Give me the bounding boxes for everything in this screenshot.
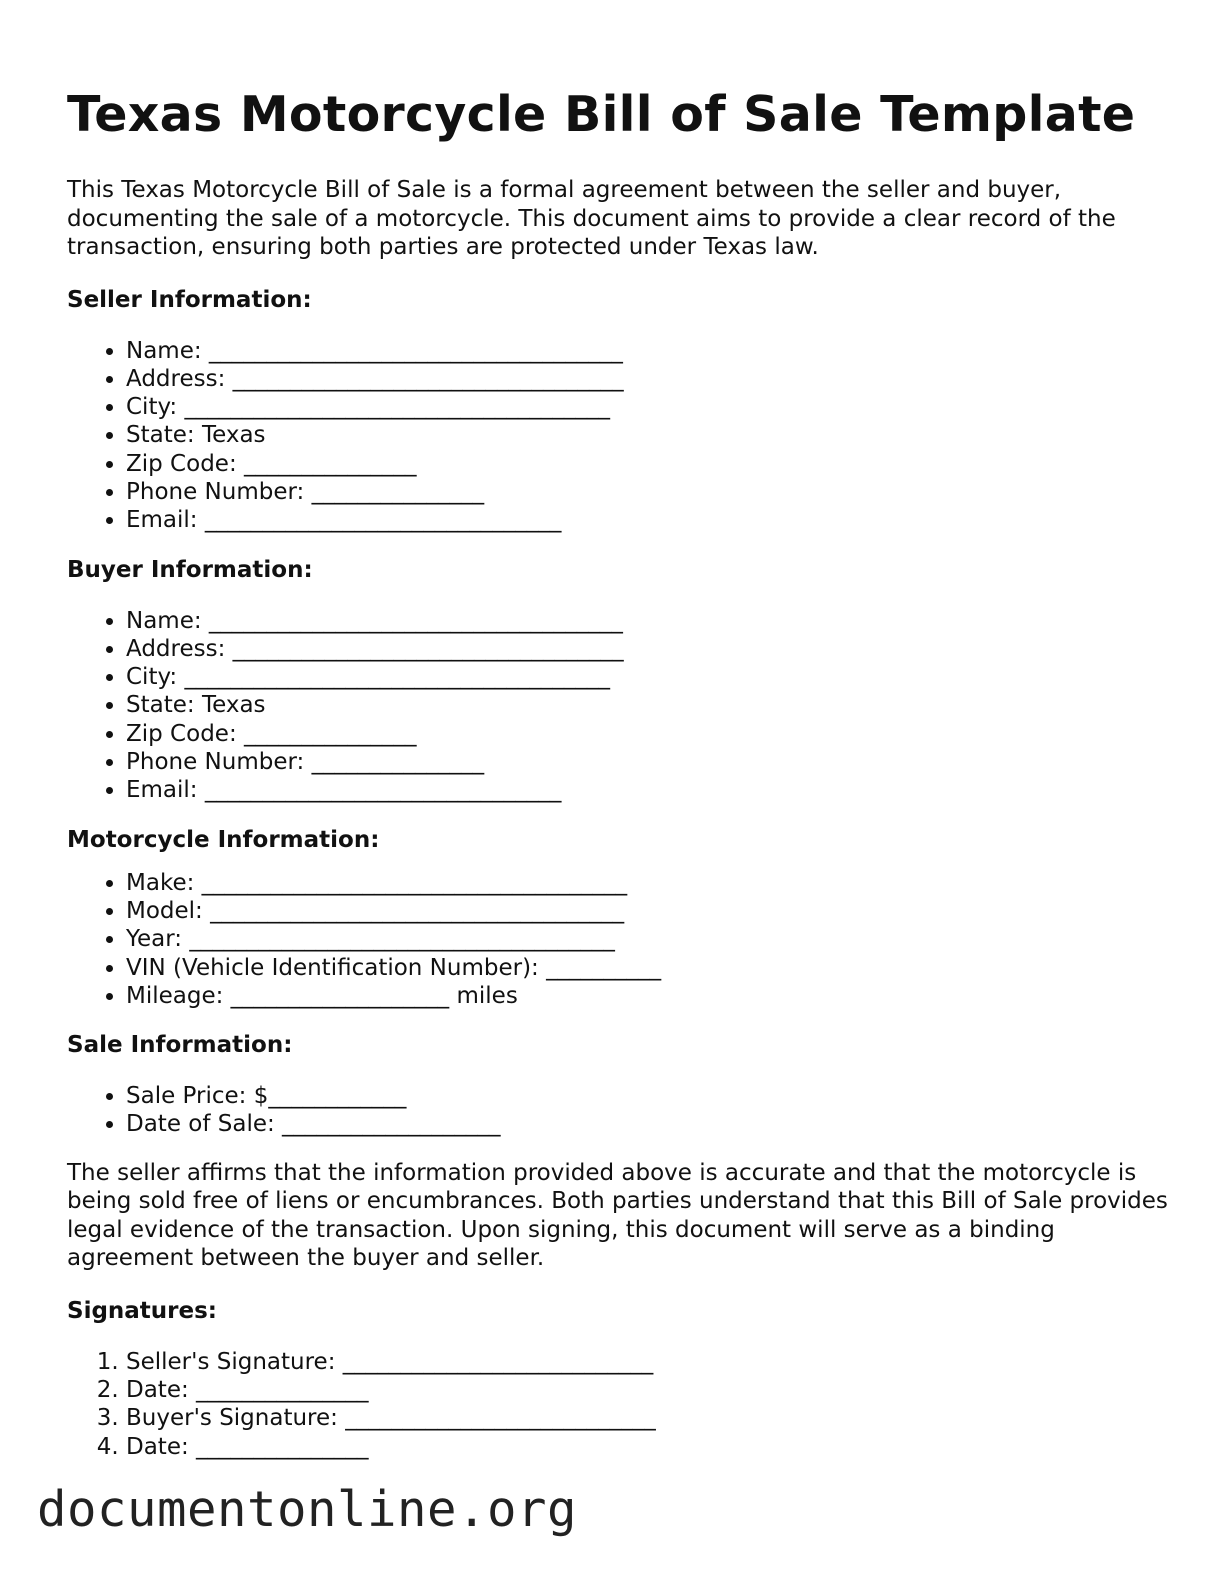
buyer-city-field: • City: _____________________________________	[126, 663, 1177, 691]
sale-list	[67, 1082, 1177, 1139]
motorcycle-model-field: • Model: ____________________________________	[126, 897, 1177, 925]
buyer-address-field: • Address: __________________________________	[126, 635, 1177, 663]
motorcycle-heading: Motorcycle Information:	[67, 826, 380, 853]
seller-zip-field: • Zip Code: _______________	[126, 450, 1177, 478]
seller-email-field: • Email: _______________________________	[126, 506, 1177, 534]
motorcycle-list	[67, 869, 1177, 1010]
buyer-signature-field: 3. Buyer's Signature: ___________________________	[126, 1404, 1177, 1432]
seller-list	[67, 337, 1177, 535]
sale-price-field: • Sale Price: $____________	[126, 1082, 1177, 1110]
seller-phone-field: • Phone Number: _______________	[126, 478, 1177, 506]
seller-city-field: • City: _____________________________________	[126, 393, 1177, 421]
buyer-list	[67, 607, 1177, 805]
intro-paragraph: This Texas Motorcycle Bill of Sale is a formal agreement between the seller and buyer, documenting the sale of a motorcycle. This document aims to provide a clear record of the transaction, ensuring both parties are protected under Texas law.	[67, 177, 1116, 260]
buyer-state-field: • State: Texas	[126, 691, 1177, 719]
motorcycle-mileage-field: • Mileage: ___________________ miles	[126, 982, 1177, 1010]
seller-name-field: • Name: ____________________________________	[126, 337, 1177, 365]
buyer-name-field: • Name: ____________________________________	[126, 607, 1177, 635]
signatures-heading: Signatures:	[67, 1297, 218, 1324]
signatures-list	[67, 1348, 1177, 1461]
document-page	[67, 86, 1177, 1481]
site-watermark: documentonline.org	[37, 1481, 578, 1538]
buyer-heading: Buyer Information:	[67, 556, 313, 583]
motorcycle-vin-field: • VIN (Vehicle Identification Number): __________	[126, 954, 1177, 982]
buyer-email-field: • Email: _______________________________	[126, 776, 1177, 804]
sale-heading: Sale Information:	[67, 1032, 293, 1059]
motorcycle-year-field: • Year: _____________________________________	[126, 925, 1177, 953]
sale-date-field: • Date of Sale: ___________________	[126, 1110, 1177, 1138]
buyer-date-field: 4. Date: _______________	[126, 1433, 1177, 1461]
seller-signature-field: 1. Seller's Signature: ___________________________	[126, 1348, 1177, 1376]
seller-heading: Seller Information:	[67, 286, 312, 313]
page-title: Texas Motorcycle Bill of Sale Template	[67, 86, 1136, 143]
buyer-zip-field: • Zip Code: _______________	[126, 720, 1177, 748]
affirmation-paragraph: The seller affirms that the information provided above is accurate and that the motorcycle is being sold free of liens or encumbrances. Both parties understand that this Bill of Sale provides legal evidence of the transaction. Upon signing, this document will serve as a binding agreement between the buyer and seller.	[67, 1159, 1168, 1272]
buyer-phone-field: • Phone Number: _______________	[126, 748, 1177, 776]
motorcycle-make-field: • Make: _____________________________________	[126, 869, 1177, 897]
seller-date-field: 2. Date: _______________	[126, 1376, 1177, 1404]
seller-address-field: • Address: __________________________________	[126, 365, 1177, 393]
seller-state-field: • State: Texas	[126, 421, 1177, 449]
